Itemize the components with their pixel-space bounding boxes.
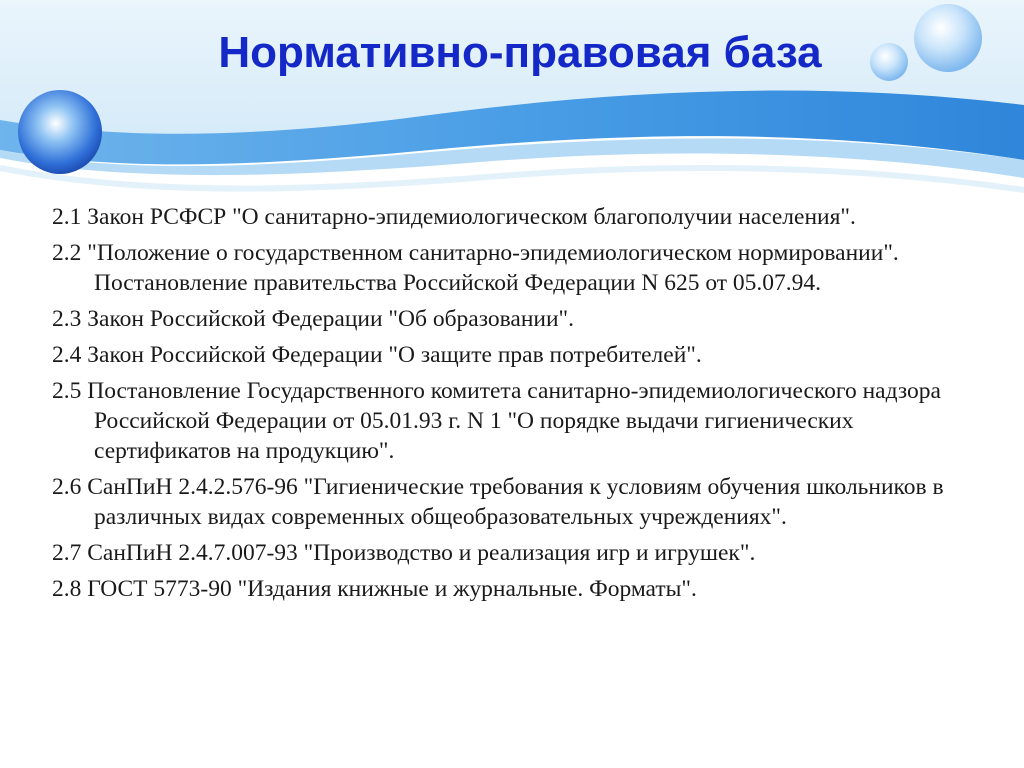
list-item: 2.1 Закон РСФСР "О санитарно-эпидемиологическом благополучии населения".: [52, 204, 856, 230]
slide-title: Нормативно-правовая база: [218, 28, 822, 77]
list-item: 2.3 Закон Российской Федерации "Об образовании".: [52, 306, 575, 332]
list-item: 2.8 ГОСТ 5773-90 "Издания книжные и журнальные. Форматы".: [52, 576, 697, 602]
left-orb-decoration: [18, 90, 102, 174]
list-item: 2.4 Закон Российской Федерации "О защите прав потребителей".: [52, 342, 702, 368]
list-item: 2.5 Постановление Государственного комитета санитарно-эпидемиологического надзора Российской Федерации от 05.01.93 г. N 1 "О порядке выдачи гигиенических сертификатов на продукцию".: [52, 378, 941, 464]
list-item: 2.7 СанПиН 2.4.7.007-93 "Производство и реализация игр и игрушек".: [52, 540, 756, 566]
list-item: 2.6 СанПиН 2.4.2.576-96 "Гигиенические требования к условиям обучения школьников в различных видах современных общеобразовательных учреждениях".: [52, 474, 944, 530]
document-list: [52, 202, 982, 610]
list-item: 2.2 "Положение о государственном санитарно-эпидемиологическом нормировании". Постановление правительства Российской Федерации N 625 от 05.07.94.: [52, 240, 899, 296]
header-banner: [0, 0, 1024, 210]
